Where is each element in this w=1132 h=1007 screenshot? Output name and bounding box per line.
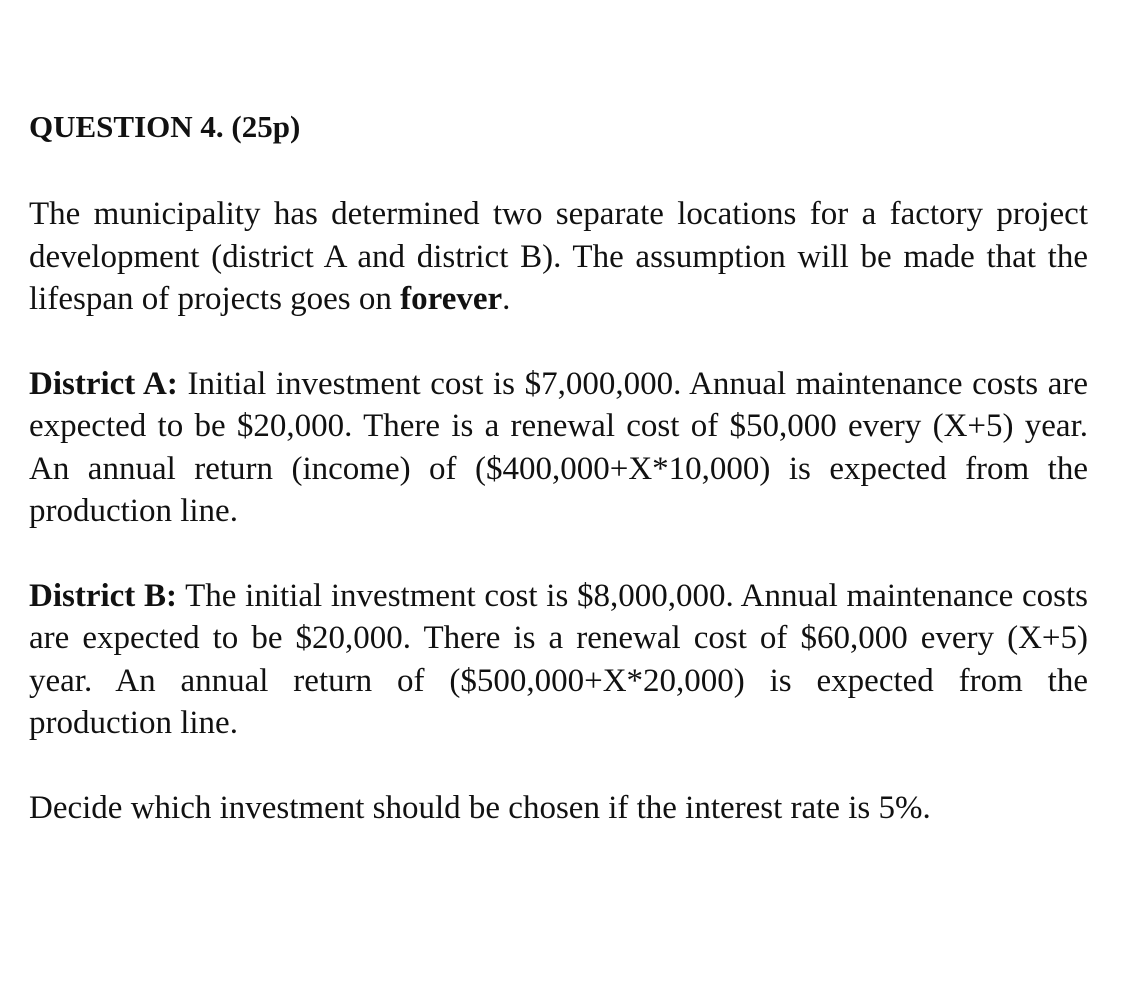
district-b-label: District B: [29, 577, 178, 614]
intro-text: The municipality has determined two separate locations for a factory project development (district A and district B). The assumption will be made that the lifespan of projects goes on [29, 196, 1088, 317]
district-a-label: District A: [29, 365, 178, 402]
district-b-paragraph [29, 575, 1088, 745]
intro-text-end: . [502, 281, 511, 317]
intro-emphasis: forever [400, 281, 503, 317]
decision-paragraph: Decide which investment should be chosen if the interest rate is 5%. [29, 789, 931, 826]
question-title: QUESTION 4. (25p) [29, 109, 301, 144]
district-b-text: The initial investment cost is $8,000,000. Annual maintenance costs are expected to be $20,000. There is a renewal cost of $60,000 every (X+5) year. An annual return of ($500,000+X*20,000) is expected from the production line. [29, 577, 1088, 741]
question-document [29, 103, 1088, 829]
district-a-paragraph [29, 363, 1088, 533]
intro-paragraph [29, 193, 1088, 321]
district-a-text: Initial investment cost is $7,000,000. Annual maintenance costs are expected to be $20,000. There is a renewal cost of $50,000 every (X+5) year. An annual return (income) of ($400,000+X*10,000) is expected from the production line. [29, 365, 1088, 529]
